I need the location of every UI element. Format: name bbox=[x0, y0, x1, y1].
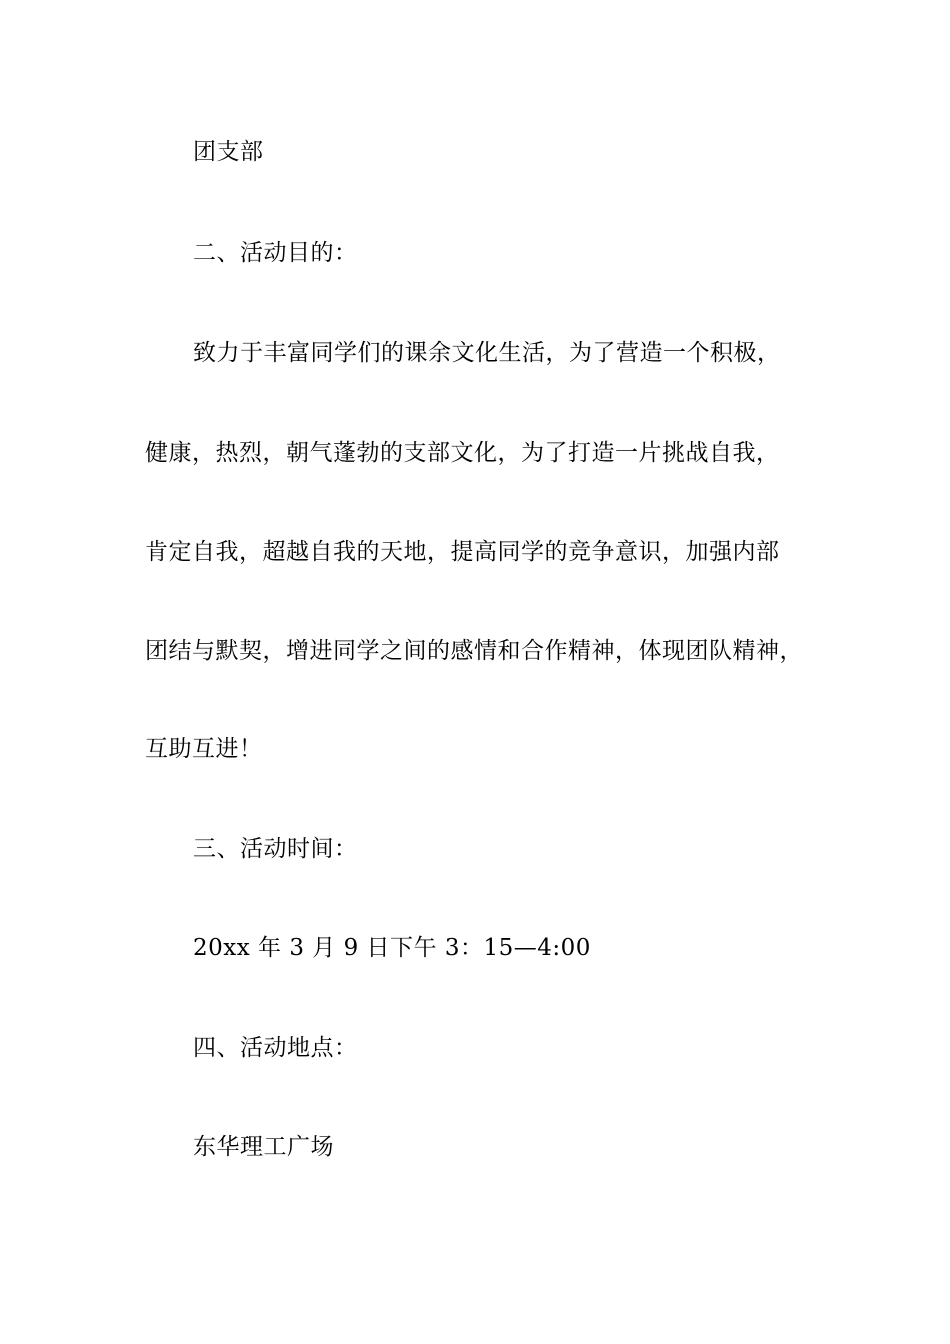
activity-time-text: 20xx 年 3 月 9 日下午 3：15—4:00 bbox=[193, 935, 591, 961]
purpose-paragraph-line-4: 团结与默契，增进同学之间的感情和合作精神，体现团队精神， bbox=[145, 638, 803, 664]
organizer-text: 团支部 bbox=[193, 139, 264, 165]
section-heading-time: 三、活动时间： bbox=[193, 836, 358, 862]
section-heading-location: 四、活动地点： bbox=[193, 1035, 358, 1061]
purpose-paragraph-line-3: 肯定自我，超越自我的天地，提高同学的竞争意识，加强内部 bbox=[145, 539, 780, 565]
section-heading-purpose: 二、活动目的： bbox=[193, 240, 358, 266]
purpose-paragraph-line-1: 致力于丰富同学们的课余文化生活，为了营造一个积极， bbox=[193, 340, 781, 366]
purpose-paragraph-line-2: 健康，热烈，朝气蓬勃的支部文化，为了打造一片挑战自我， bbox=[145, 440, 780, 466]
purpose-paragraph-line-5: 互助互进！ bbox=[145, 736, 263, 762]
activity-location-text: 东华理工广场 bbox=[193, 1134, 334, 1160]
